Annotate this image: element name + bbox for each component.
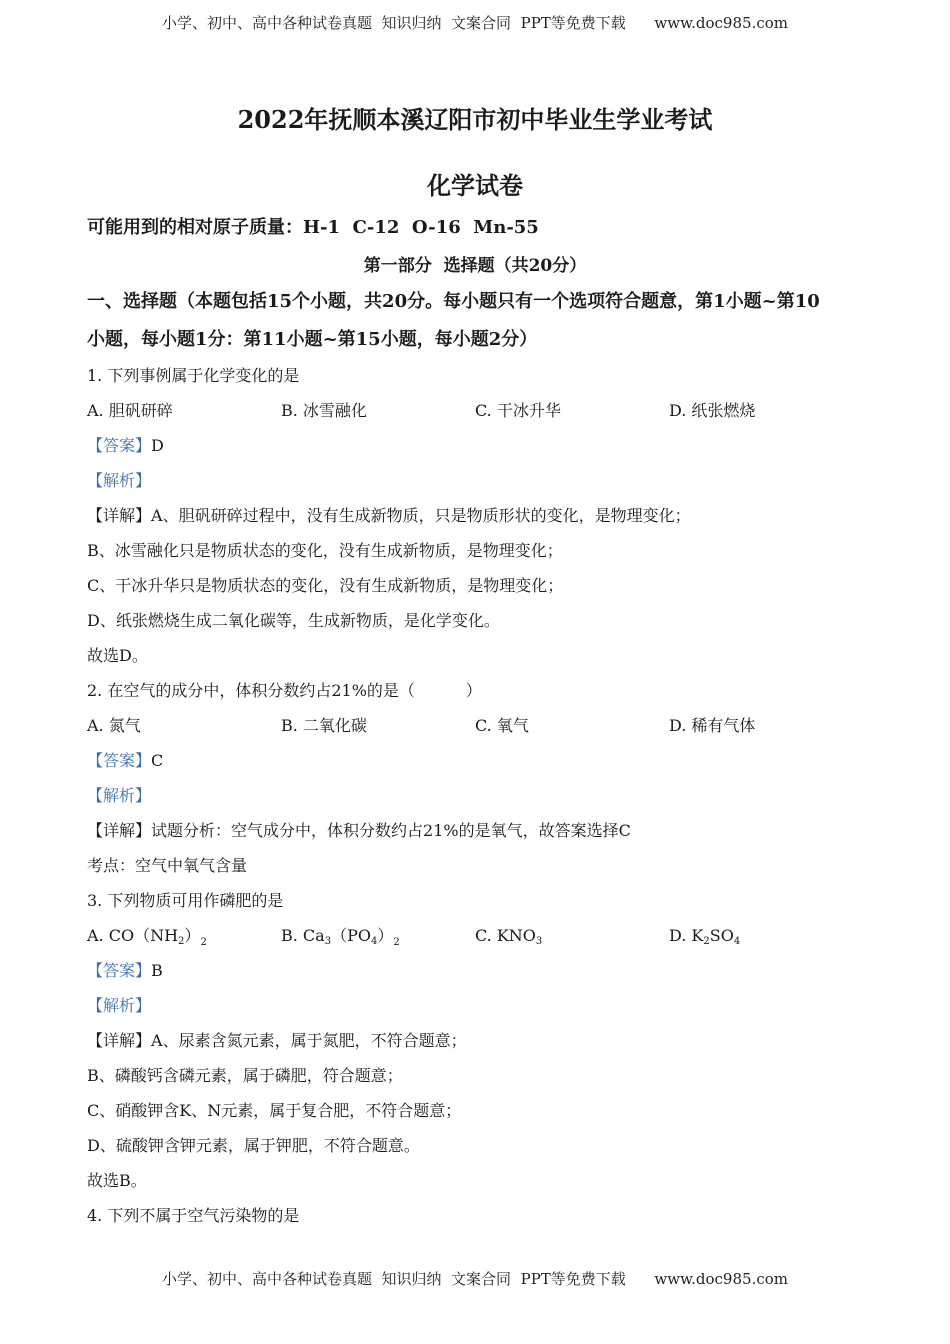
q1-answer xyxy=(87,436,164,456)
subject-title: 化学试卷 xyxy=(427,171,523,200)
answer-label: 【答案】 xyxy=(87,436,152,455)
q2-detail-a: 【详解】试题分析：空气成分中，体积分数约占21%的是氧气，故答案选择C xyxy=(87,821,631,840)
q3-option-c: C. $KNO_3$ xyxy=(475,926,543,947)
atomic-mass-line: 可能用到的相对原子质量：H-1 C-12 O-16 Mn-55 xyxy=(87,217,539,238)
q3-detail-d: D、硫酸钾含钾元素，属于钾肥，不符合题意。 xyxy=(87,1136,420,1155)
q1-option-d: D. 纸张燃烧 xyxy=(669,401,756,420)
q3-option-b: B. $Ca_3(PO_4)_2$ xyxy=(281,926,400,948)
q3-answer-value: B xyxy=(151,961,163,980)
q1-detail-c: C、干冰升华只是物质状态的变化，没有生成新物质，是物理变化； xyxy=(87,576,564,595)
q4-stem: 4. 下列不属于空气污染物的是 xyxy=(87,1206,300,1225)
q3-answer xyxy=(87,961,163,981)
q3-detail-a: 【详解】A、尿素含氮元素，属于氮肥，不符合题意； xyxy=(87,1031,467,1050)
q1-detail-b: B、冰雪融化只是物质状态的变化，没有生成新物质，是物理变化； xyxy=(87,541,563,560)
q1-detail-a: 【详解】A、胆矾研碎过程中，没有生成新物质，只是物质形状的变化，是物理变化； xyxy=(87,506,691,525)
detail-label: 【详解】 xyxy=(87,506,152,525)
q2-answer-value: C xyxy=(151,751,164,770)
page-footer: 小学、初中、高中各种试卷真题 知识归纳 文案合同 PPT等免费下载 www.doc985.com xyxy=(161,1270,788,1288)
detail-label: 【详解】 xyxy=(87,1031,152,1050)
q1-answer-value: D xyxy=(151,436,164,455)
section1-heading: 一、选择题（本题包括15个小题，共20分。每小题只有一个选项符合题意，第1小题~第10 xyxy=(87,291,820,312)
q2-option-b: B. 二氧化碳 xyxy=(281,716,367,735)
q3-detail-c: C、硝酸钾含K、N元素，属于复合肥，不符合题意； xyxy=(87,1101,462,1120)
q2-stem: 2. 在空气的成分中，体积分数约占21%的是（ ） xyxy=(87,681,482,700)
q1-option-c: C. 干冰升华 xyxy=(475,401,561,420)
q3-option-d: D. $K_2SO_4$ xyxy=(669,926,741,947)
q1-option-b: B. 冰雪融化 xyxy=(281,401,367,420)
page-header: 小学、初中、高中各种试卷真题 知识归纳 文案合同 PPT等免费下载 www.doc985.com xyxy=(161,14,788,32)
q1-stem: 1. 下列事例属于化学变化的是 xyxy=(87,366,300,385)
q2-detail-b: 考点：空气中氧气含量 xyxy=(87,856,248,875)
q2-option-a: A. 氮气 xyxy=(87,716,141,735)
part1-heading: 第一部分 选择题（共20分） xyxy=(363,256,587,276)
answer-label: 【答案】 xyxy=(87,751,152,770)
section1-heading-cont: 小题，每小题1分：第11小题~第15小题，每小题2分） xyxy=(87,329,538,350)
answer-label: 【答案】 xyxy=(87,961,152,980)
detail-label: 【详解】 xyxy=(87,821,152,840)
q2-analysis-label: 【解析】 xyxy=(87,786,152,805)
q1-detail-d: D、纸张燃烧生成二氧化碳等，生成新物质，是化学变化。 xyxy=(87,611,500,630)
q2-option-c: C. 氧气 xyxy=(475,716,529,735)
q1-conclusion: 故选D。 xyxy=(87,646,148,665)
q3-stem: 3. 下列物质可用作磷肥的是 xyxy=(87,891,284,910)
q2-answer xyxy=(87,751,163,771)
q1-option-a: A. 胆矾研碎 xyxy=(87,401,173,420)
q3-detail-b: B、磷酸钙含磷元素，属于磷肥，符合题意； xyxy=(87,1066,403,1085)
q3-conclusion: 故选B。 xyxy=(87,1171,147,1190)
q1-analysis-label: 【解析】 xyxy=(87,471,152,490)
q3-analysis-label: 【解析】 xyxy=(87,996,152,1015)
exam-title: 2022年抚顺本溪辽阳市初中毕业生学业考试 xyxy=(237,105,713,134)
q2-option-d: D. 稀有气体 xyxy=(669,716,756,735)
q3-option-a: A. $CO(NH_2)_2$ xyxy=(87,926,207,948)
